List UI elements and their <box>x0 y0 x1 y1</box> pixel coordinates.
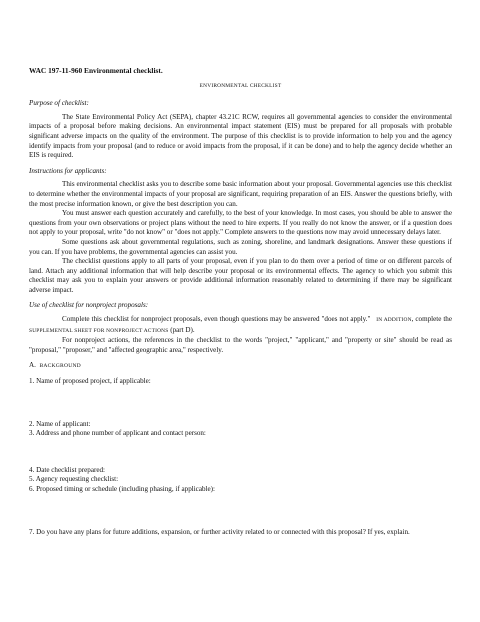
nonproject-text-c: (part D). <box>168 325 195 334</box>
instructions-heading: Instructions for applicants: <box>29 166 107 175</box>
question-6: 6. Proposed timing or schedule (including phasing, if applicable): <box>29 485 215 493</box>
answer-space-6 <box>29 495 452 528</box>
section-a-title: BACKGROUND <box>39 363 81 370</box>
nonproject-text-b: , complete the <box>411 315 452 324</box>
question-5: 5. Agency requesting checklist: <box>29 475 119 484</box>
answer-space-1 <box>29 387 452 420</box>
question-3: 3. Address and phone number of applicant and contact person: <box>29 429 206 438</box>
instructions-paragraph-3: Some questions ask about governmental regulations, such as zoning, shoreline, and landmark designations. Answer these questions if you can. If you have problems, the governmental agencies can assist you. <box>29 237 452 256</box>
nonproject-smallcaps-1: IN ADDITION <box>376 317 412 324</box>
section-a-letter: A. <box>29 361 36 370</box>
instructions-paragraph-1: This environmental checklist asks you to describe some basic information about your proposal. Governmental agencies use this checklist to determine whether the environmental impacts of your proposal are significant, requiring preparation of an EIS. Answer the questions briefly, with the most precise information known, or give the best description you can. <box>29 180 452 208</box>
instructions-paragraph-4: The checklist questions apply to all parts of your proposal, even if you plan to do them over a period of time or on different parcels of land. Attach any additional information that will help describe your proposal or its environmental effects. The agency to which you submit this checklist may ask you to explain your answers or provide additional information reasonably related to determining if there may be significant adverse impact. <box>29 257 452 294</box>
question-7: 7. Do you have any plans for future additions, expansion, or further activity related to or connected with this proposal? If yes, explain. <box>29 527 410 536</box>
instructions-paragraph-2: You must answer each question accurately and carefully, to the best of your knowledge. In most cases, you should be able to answer the questions from your own observations or project plans without the need to hire experts. If you really do not know the answer, or if a question does not apply to your proposal, write "do not know" or "does not apply." Complete answers to the questions now may avoid unnecessary delays later. <box>29 209 452 237</box>
nonproject-text-a: Complete this checklist for nonproject proposals, even though questions may be answered "does not apply." <box>62 315 371 324</box>
section-a-heading <box>29 361 452 372</box>
answer-space-3 <box>29 439 452 466</box>
question-2: 2. Name of applicant: <box>29 419 91 428</box>
nonproject-paragraph-2: For nonproject actions, the references in the checklist to the words "project," "applicant," and "property or site" should be read as "proposal," "proposer," and "affected geographic area," respectively. <box>29 336 452 354</box>
question-1: 1. Name of proposed project, if applicable: <box>29 377 151 386</box>
nonproject-smallcaps-2: SUPPLEMENTAL SHEET FOR NONPROJECT ACTIONS <box>29 327 169 334</box>
document-subtitle: ENVIRONMENTAL CHECKLIST <box>199 82 282 89</box>
purpose-heading: Purpose of checklist: <box>29 99 89 108</box>
document-title: WAC 197-11-960 Environmental checklist. <box>29 66 163 75</box>
nonproject-paragraph-1 <box>29 315 452 336</box>
question-4: 4. Date checklist prepared: <box>29 465 106 474</box>
purpose-paragraph: The State Environmental Policy Act (SEPA), chapter 43.21C RCW, requires all governmental agencies to consider the environmental impacts of a proposal before making decisions. An environmental impact statement (EIS) must be prepared for all proposals with probable significant adverse impacts on the quality of the environment. The purpose of this checklist is to provide information to help you and the agency identify impacts from your proposal (and to reduce or avoid impacts from the proposal, if it can be done) and to help the agency decide whether an EIS is required. <box>29 112 452 160</box>
nonproject-heading: Use of checklist for nonproject proposals: <box>29 301 149 310</box>
